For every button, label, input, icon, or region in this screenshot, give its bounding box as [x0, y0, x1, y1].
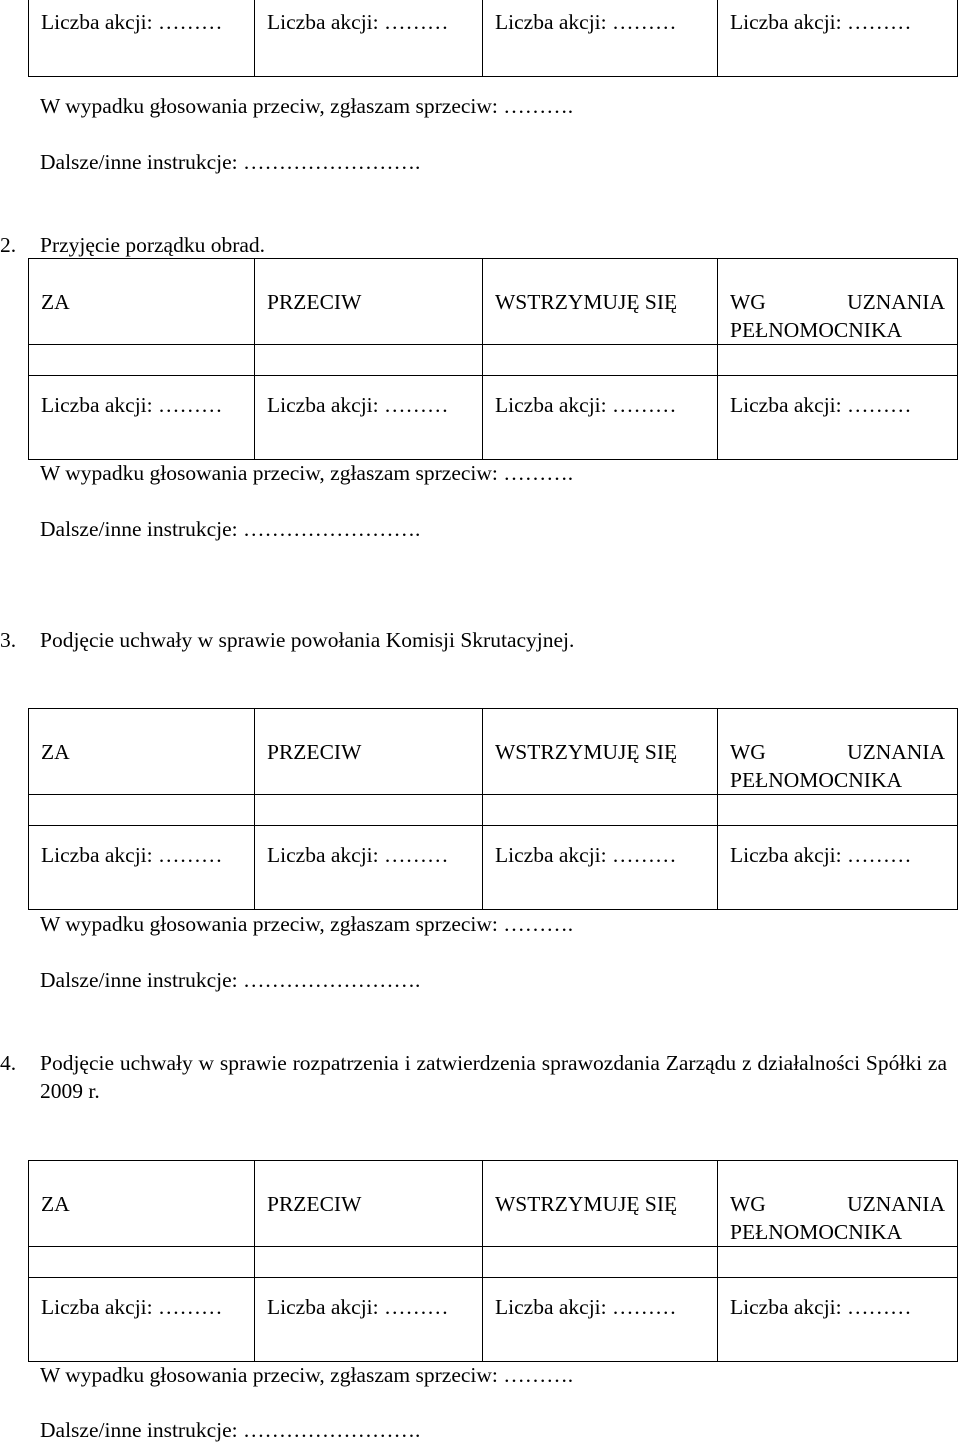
- objection-line[interactable]: W wypadku głosowania przeciw, zgłaszam sprzeciw: ……….: [40, 912, 574, 936]
- mark-cell-wstrzymuje[interactable]: [483, 1247, 718, 1278]
- count-cell[interactable]: Liczba akcji: ………: [483, 826, 718, 910]
- vote-table: [28, 708, 958, 910]
- mark-cell-przeciw[interactable]: [255, 345, 483, 376]
- mark-cell-przeciw[interactable]: [255, 1247, 483, 1278]
- count-cell[interactable]: [483, 0, 718, 77]
- instructions-line[interactable]: Dalsze/inne instrukcje: …………………….: [40, 968, 421, 992]
- count-cell[interactable]: Liczba akcji: ………: [29, 376, 255, 460]
- header-przeciw: PRZECIW: [255, 1161, 483, 1247]
- count-cell[interactable]: [255, 0, 483, 77]
- count-text: Liczba akcji: ………: [495, 10, 677, 34]
- instructions-line[interactable]: Dalsze/inne instrukcje: …………………….: [40, 1418, 421, 1442]
- count-cell[interactable]: Liczba akcji: ………: [483, 376, 718, 460]
- mark-cell-za[interactable]: [29, 795, 255, 826]
- instructions-line[interactable]: Dalsze/inne instrukcje: …………………….: [40, 150, 421, 174]
- count-cell[interactable]: Liczba akcji: ………: [255, 376, 483, 460]
- count-cell[interactable]: [29, 0, 255, 77]
- mark-row: [29, 345, 958, 376]
- mark-cell-pelnomocnik[interactable]: [718, 795, 958, 826]
- mark-cell-za[interactable]: [29, 1247, 255, 1278]
- instructions-line[interactable]: Dalsze/inne instrukcje: …………………….: [40, 517, 421, 541]
- count-cell[interactable]: Liczba akcji: ………: [718, 376, 958, 460]
- header-wstrzymuje: WSTRZYMUJĘ SIĘ: [483, 709, 718, 795]
- count-cell[interactable]: Liczba akcji: ………: [483, 1278, 718, 1362]
- vote-table: [28, 258, 958, 460]
- resolution-title: Podjęcie uchwały w sprawie powołania Komisji Skrutacyjnej.: [40, 628, 575, 652]
- mark-cell-wstrzymuje[interactable]: [483, 345, 718, 376]
- count-text: Liczba akcji: ………: [730, 10, 912, 34]
- resolution-title: Przyjęcie porządku obrad.: [40, 233, 266, 257]
- count-row: [29, 376, 958, 460]
- vote-table-top: [28, 0, 958, 77]
- header-za: ZA: [29, 259, 255, 345]
- vote-table: [28, 1160, 958, 1362]
- header-przeciw: PRZECIW: [255, 259, 483, 345]
- header-za: ZA: [29, 1161, 255, 1247]
- header-row: [29, 709, 958, 795]
- count-cell[interactable]: Liczba akcji: ………: [29, 826, 255, 910]
- header-za: ZA: [29, 709, 255, 795]
- count-cell[interactable]: Liczba akcji: ………: [718, 826, 958, 910]
- header-przeciw: PRZECIW: [255, 709, 483, 795]
- resolution-number: 2.: [0, 233, 17, 257]
- count-cell[interactable]: Liczba akcji: ………: [718, 1278, 958, 1362]
- header-wstrzymuje: WSTRZYMUJĘ SIĘ: [483, 1161, 718, 1247]
- count-cell[interactable]: Liczba akcji: ………: [255, 1278, 483, 1362]
- header-row: [29, 1161, 958, 1247]
- count-cell[interactable]: Liczba akcji: ………: [29, 1278, 255, 1362]
- count-text: Liczba akcji: ………: [41, 10, 223, 34]
- count-row: [29, 1278, 958, 1362]
- mark-cell-przeciw[interactable]: [255, 795, 483, 826]
- count-row: [29, 826, 958, 910]
- header-pelnomocnik: WG UZNANIA PEŁNOMOCNIKA: [718, 1161, 958, 1247]
- header-pelnomocnik: WG UZNANIA PEŁNOMOCNIKA: [718, 709, 958, 795]
- objection-line[interactable]: W wypadku głosowania przeciw, zgłaszam sprzeciw: ……….: [40, 461, 574, 485]
- mark-row: [29, 1247, 958, 1278]
- header-wstrzymuje: WSTRZYMUJĘ SIĘ: [483, 259, 718, 345]
- header-row: [29, 259, 958, 345]
- count-text: Liczba akcji: ………: [267, 10, 449, 34]
- objection-line[interactable]: W wypadku głosowania przeciw, zgłaszam sprzeciw: ……….: [40, 94, 574, 118]
- count-cell[interactable]: [718, 0, 958, 77]
- resolution-number: 3.: [0, 628, 17, 652]
- resolution-title: Podjęcie uchwały w sprawie rozpatrzenia i zatwierdzenia sprawozdania Zarządu z działalności Spółki za 2009 r.: [40, 1051, 947, 1103]
- count-row: [29, 0, 958, 77]
- mark-cell-pelnomocnik[interactable]: [718, 345, 958, 376]
- mark-cell-za[interactable]: [29, 345, 255, 376]
- header-pelnomocnik: WG UZNANIA PEŁNOMOCNIKA: [718, 259, 958, 345]
- count-cell[interactable]: Liczba akcji: ………: [255, 826, 483, 910]
- mark-row: [29, 795, 958, 826]
- mark-cell-pelnomocnik[interactable]: [718, 1247, 958, 1278]
- resolution-heading: [0, 1049, 947, 1105]
- objection-line[interactable]: W wypadku głosowania przeciw, zgłaszam sprzeciw: ……….: [40, 1363, 574, 1387]
- resolution-number: 4.: [0, 1051, 17, 1075]
- mark-cell-wstrzymuje[interactable]: [483, 795, 718, 826]
